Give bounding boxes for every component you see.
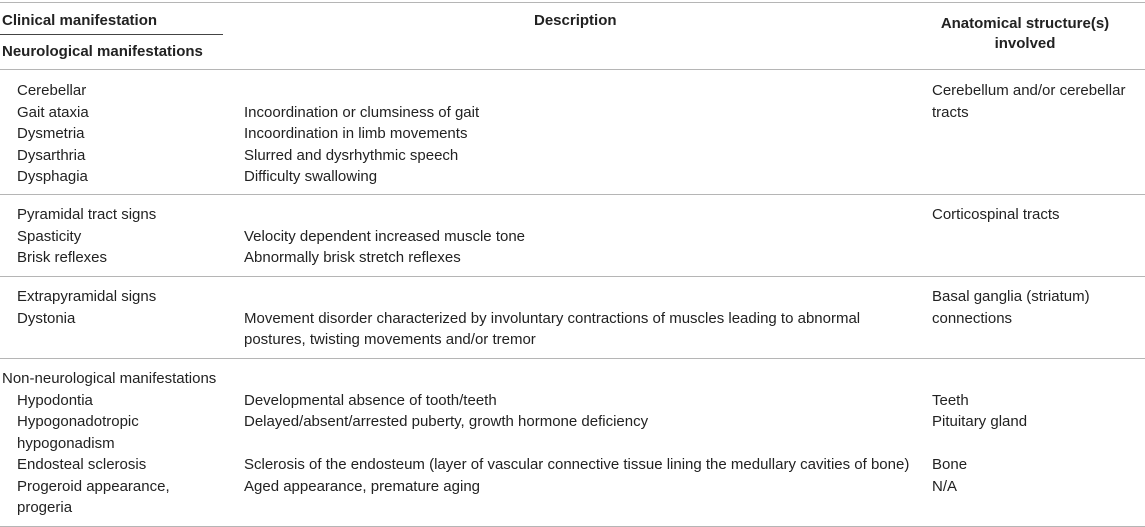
group-heading: Non-neurological manifestations xyxy=(2,370,217,387)
group-divider-rule xyxy=(0,276,1145,277)
manifestation-cell: Dystonia xyxy=(17,309,76,327)
header-bottom-rule xyxy=(0,69,1145,70)
structure-cell: N/A xyxy=(932,477,958,495)
manifestation-cell: Pyramidal tract signs xyxy=(17,206,157,223)
manifestation-cell: Gait ataxia xyxy=(17,103,89,121)
description-cell: Developmental absence of tooth/teeth xyxy=(244,391,497,409)
manifestation-cell: Dysphagia xyxy=(17,168,88,185)
manifestation-cell: Progeroid appearance, xyxy=(17,477,170,495)
manifestation-cell: Cerebellar xyxy=(17,82,87,99)
structure-cell: Pituitary gland xyxy=(932,413,1028,430)
header-anatomical-line1: Anatomical structure(s) xyxy=(940,15,1110,32)
structure-cell: tracts xyxy=(932,103,969,121)
group-divider-rule xyxy=(0,194,1145,195)
description-cell: Incoordination or clumsiness of gait xyxy=(244,103,480,121)
table-top-rule xyxy=(0,2,1145,3)
description-cell: Movement disorder characterized by involuntary contractions of muscles leading to abnormal xyxy=(244,309,861,327)
description-cell: postures, twisting movements and/or tremor xyxy=(244,331,536,348)
manifestation-cell: progeria xyxy=(17,499,73,516)
description-cell: Delayed/absent/arrested puberty, growth hormone deficiency xyxy=(244,413,649,430)
header-anatomical-line2: involved xyxy=(994,35,1056,52)
manifestation-cell: Endosteal sclerosis xyxy=(17,456,147,473)
manifestation-cell: Extrapyramidal signs xyxy=(17,288,157,305)
manifestation-cell: Dysarthria xyxy=(17,146,86,164)
description-cell: Aged appearance, premature aging xyxy=(244,477,481,495)
manifestation-cell: hypogonadism xyxy=(17,434,115,452)
manifestation-cell: Spasticity xyxy=(17,227,82,245)
header-anatomical-structure xyxy=(905,14,1145,54)
group-divider-rule xyxy=(0,358,1145,359)
header-description: Description xyxy=(534,12,617,29)
structure-cell: connections xyxy=(932,309,1013,327)
manifestation-cell: Brisk reflexes xyxy=(17,249,108,266)
header-neurological-manifestations: Neurological manifestations xyxy=(2,43,203,60)
structure-cell: Teeth xyxy=(932,391,969,409)
manifestation-cell: Hypogonadotropic xyxy=(17,413,139,430)
structure-cell: Corticospinal tracts xyxy=(932,206,1060,223)
structure-cell: Basal ganglia (striatum) xyxy=(932,288,1090,305)
header-clinical-manifestation: Clinical manifestation xyxy=(2,12,158,29)
header-sub-rule xyxy=(0,34,223,35)
description-cell: Slurred and dysrhythmic speech xyxy=(244,146,459,164)
description-cell: Abnormally brisk stretch reflexes xyxy=(244,249,461,266)
manifestation-cell: Dysmetria xyxy=(17,125,85,142)
structure-cell: Bone xyxy=(932,456,968,473)
description-cell: Sclerosis of the endosteum (layer of vascular connective tissue lining the medullary cavities of bone) xyxy=(244,456,910,473)
structure-cell: Cerebellum and/or cerebellar xyxy=(932,82,1126,99)
manifestation-cell: Hypodontia xyxy=(17,391,93,409)
description-cell: Velocity dependent increased muscle tone xyxy=(244,227,526,245)
description-cell: Incoordination in limb movements xyxy=(244,125,468,142)
description-cell: Difficulty swallowing xyxy=(244,168,378,185)
